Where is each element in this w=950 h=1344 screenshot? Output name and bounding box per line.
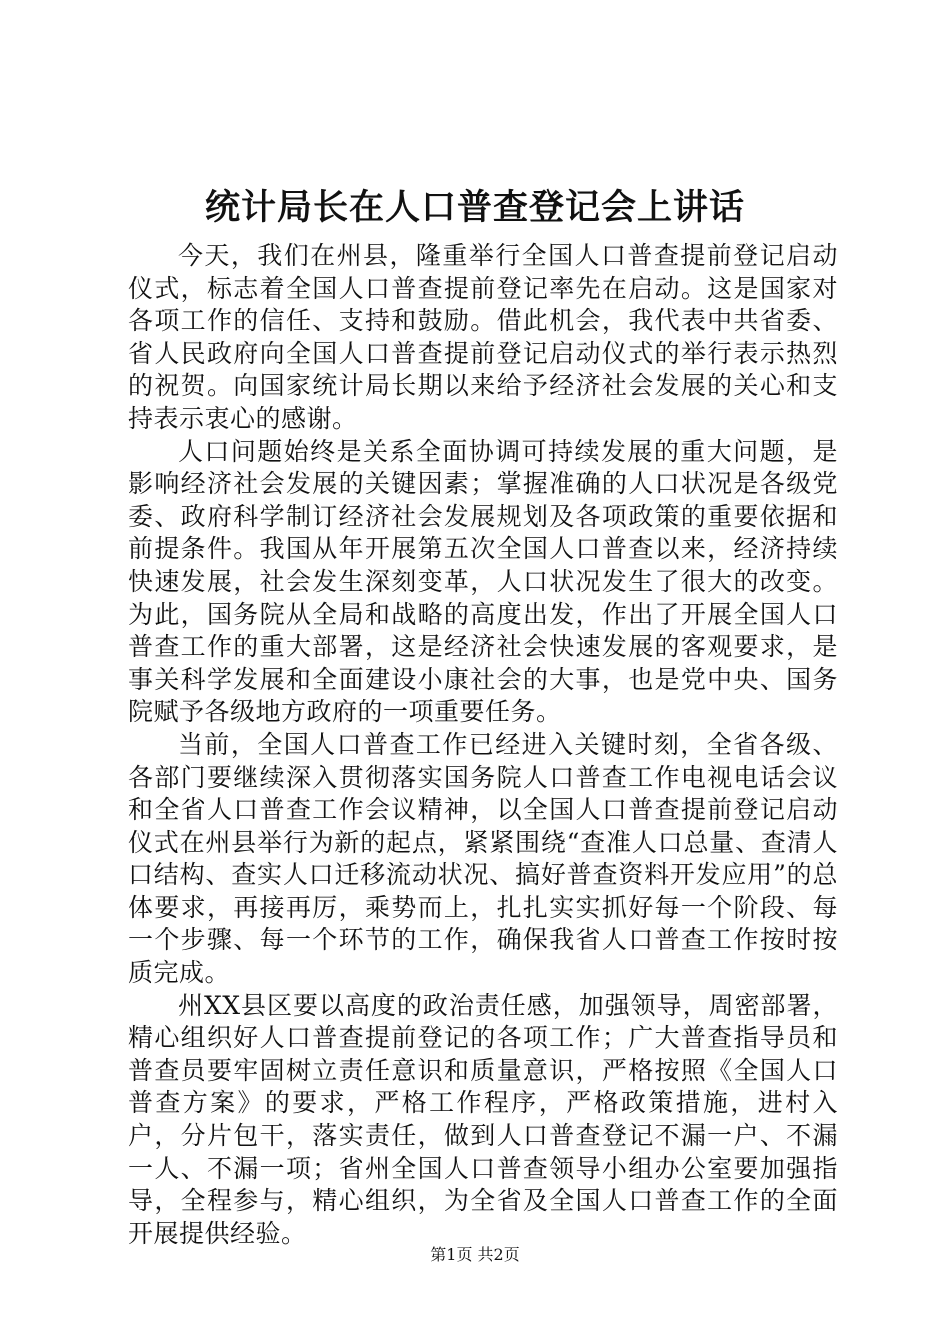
paragraph-current-work: 当前，全国人口普查工作已经进入关键时刻，全省各级、各部门要继续深入贯彻落实国务院人口普查工作电视电话会议和全省人口普查工作会议精神，以全国人口普查提前登记启动仪式在州县举行为新的起点，紧紧围绕“查准人口总量、查清人口结构、查实人口迁移流动状况、搞好普查资料开发应用”的总体要求，再接再厉，乘势而上，扎扎实实抓好每一个阶段、每一个步骤、每一个环节的工作，确保我省人口普查工作按时按质完成。 <box>128 729 838 988</box>
paragraph-opening: 今天，我们在州县，隆重举行全国人口普查提前登记启动仪式，标志着全国人口普查提前登记率先在启动。这是国家对各项工作的信任、支持和鼓励。借此机会，我代表中共省委、省人民政府向全国人口普查提前登记启动仪式的举行表示热烈的祝贺。向国家统计局长期以来给予经济社会发展的关心和支持表示衷心的感谢。 <box>128 241 838 433</box>
paragraph-population-issue: 人口问题始终是关系全面协调可持续发展的重大问题，是影响经济社会发展的关键因素；掌握准确的人口状况是各级党委、政府科学制订经济社会发展规划及各项政策的重要依据和前提条件。我国从年开展第五次全国人口普查以来，经济持续快速发展，社会发生深刻变革，人口状况发生了很大的改变。为此，国务院从全局和战略的高度出发，作出了开展全国人口普查工作的重大部署，这是经济社会快速发展的客观要求，是事关科学发展和全面建设小康社会的大事，也是党中央、国务院赋予各级地方政府的一项重要任务。 <box>128 436 838 727</box>
document-title: 统计局长在人口普查登记会上讲话 <box>204 187 745 228</box>
paragraph-requirements: 州XX县区要以高度的政治责任感，加强领导，周密部署，精心组织好人口普查提前登记的各项工作；广大普查指导员和普查员要牢固树立责任意识和质量意识，严格按照《全国人口普查方案》的要求，严格工作程序，严格政策措施，进村入户，分片包干，落实责任，做到人口普查登记不漏一户、不漏一人、不漏一项；省州全国人口普查领导小组办公室要加强指导，全程参与，精心组织，为全省及全国人口普查工作的全面开展提供经验。 <box>128 990 838 1248</box>
document-body <box>128 240 838 1250</box>
page-footer: 第1页 共2页 <box>430 1245 520 1264</box>
